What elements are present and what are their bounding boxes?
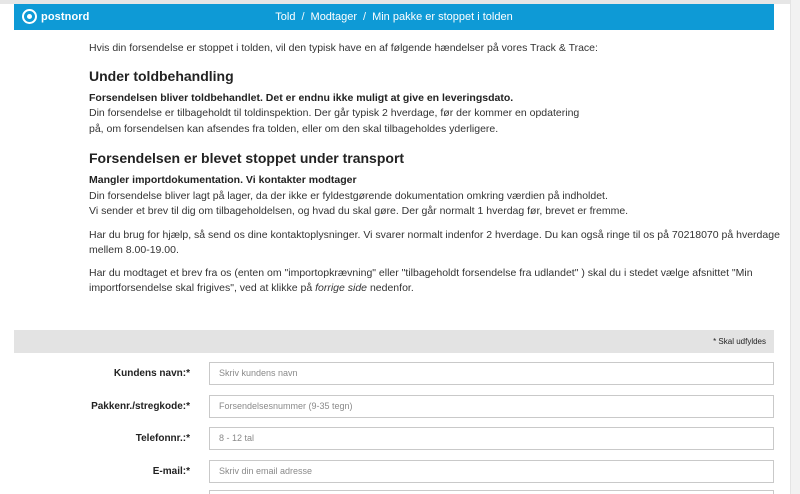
section-heading-stoppet: Forsendelsen er blevet stoppet under transport — [89, 150, 405, 166]
letter-text-after: nedenfor. — [367, 282, 414, 294]
form-row-name — [14, 361, 774, 385]
letter-text-before: Har du modtaget et brev fra os (enten om "importopkrævning" eller "tilbageholdt forsendelse fra udlandet" ) skal du i stedet vælge afsnittet "Min importforsendelse skal frigives", ved at klikke på — [89, 266, 753, 294]
intro-text: Hvis din forsendelse er stoppet i tolden, vil den typisk have en af følgende hændelser på vores Track & Trace: — [89, 42, 598, 54]
form-row-phone — [14, 426, 774, 450]
section-text: Din forsendelse bliver lagt på lager, da der ikke er fyldestgørende dokumentation omkring værdien på indholdet. — [89, 189, 608, 202]
email-label: E-mail:* — [152, 465, 190, 477]
letter-text — [89, 266, 789, 297]
form-row-email — [14, 459, 774, 483]
email-input[interactable] — [209, 460, 774, 483]
tracking-label: Pakkenr./stregkode:* — [91, 400, 190, 412]
form-row-tracking — [14, 394, 774, 418]
main-content — [89, 41, 789, 304]
breadcrumb-modtager[interactable]: Modtager — [310, 11, 358, 23]
breadcrumb-told[interactable]: Told — [275, 11, 296, 23]
section-subheading: Forsendelsen bliver toldbehandlet. Det er endnu ikke muligt at give en leveringsdato. — [89, 91, 514, 104]
scrollbar[interactable] — [790, 0, 800, 494]
section-stoppet — [89, 173, 789, 220]
previous-page-link[interactable]: forrige side — [315, 282, 368, 294]
section-text: Din forsendelse er tilbageholdt til toldinspektion. Der går typisk 2 hverdage, før der kommer en opdatering — [89, 107, 580, 119]
next-field-input[interactable] — [209, 490, 774, 494]
section-text: på, om forsendelsen kan afsendes fra tolden, eller om den skal tilbageholdes yderligere. — [89, 122, 499, 135]
required-note-bar — [14, 330, 774, 353]
phone-input[interactable] — [209, 427, 774, 450]
name-label: Kundens navn:* — [113, 367, 190, 379]
breadcrumb-separator: / — [301, 11, 305, 23]
tracking-number-input[interactable] — [209, 395, 774, 418]
section-toldbehandling — [89, 91, 789, 138]
required-note: * Skal udfyldes — [713, 337, 766, 346]
header-bar — [14, 4, 774, 30]
phone-label: Telefonnr.:* — [135, 432, 190, 444]
section-heading-toldbehandling: Under toldbehandling — [89, 67, 234, 84]
breadcrumb — [14, 4, 774, 30]
logo-text: postnord — [41, 10, 90, 23]
section-subheading: Mangler importdokumentation. Vi kontakter modtager — [89, 174, 357, 186]
section-text: Vi sender et brev til dig om tilbageholdelsen, og hvad du skal gøre. Der går normalt 1 hverdag før, brevet er fremme. — [89, 205, 629, 217]
help-text: Har du brug for hjælp, så send os dine kontaktoplysninger. Vi svarer normalt indenfor 2 hverdage. Du kan også ringe til os på 70218070 på hverdage mellem 8.00-19.00. — [89, 228, 780, 256]
breadcrumb-current[interactable]: Min pakke er stoppet i tolden — [372, 11, 513, 23]
name-input[interactable] — [209, 362, 774, 385]
breadcrumb-separator: / — [363, 11, 367, 23]
